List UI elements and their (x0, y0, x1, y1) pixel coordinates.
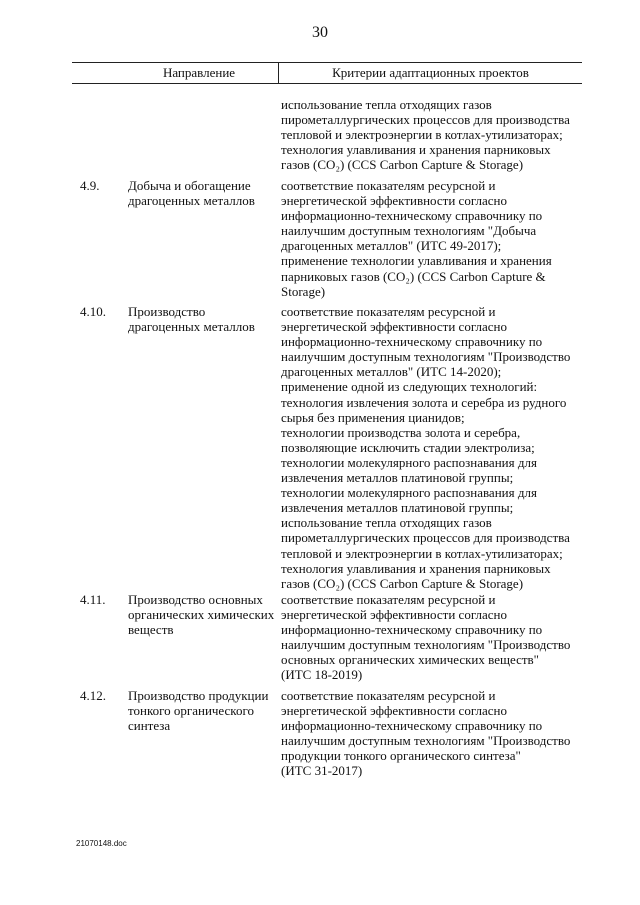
criteria-line: энергетической эффективности согласно (281, 319, 507, 335)
criteria-line: энергетической эффективности согласно (281, 607, 507, 623)
direction-cell (128, 178, 276, 208)
criteria-line: соответствие показателям ресурсной и (281, 688, 496, 703)
criteria-cell (281, 592, 583, 683)
criteria-line: извлечения металлов платиновой группы; (281, 470, 514, 486)
criteria-line: технологии молекулярного распознавания для (281, 454, 537, 470)
criteria-cell (281, 97, 583, 172)
criteria-line: энергетической эффективности согласно (281, 703, 507, 719)
criteria-line: (ИТС 18-2019) (281, 667, 363, 683)
criteria-line: информационно-техническому справочнику по (281, 718, 543, 734)
criteria-line: тепловой и электроэнергии в котлах-утилизаторах; (281, 127, 563, 143)
criteria-line: извлечения металлов платиновой группы; (281, 500, 514, 516)
direction-line: драгоценных металлов (128, 319, 255, 335)
criteria-line: наилучшим доступным технологиям "Добыча (281, 223, 537, 239)
criteria-line: использование тепла отходящих газов (281, 515, 492, 531)
footer-filename: 21070148.doc (76, 839, 127, 848)
direction-cell (128, 688, 276, 733)
criteria-line: Storage) (281, 283, 326, 299)
criteria-line: технология улавливания и хранения парниковых (281, 142, 551, 158)
row-number: 4.10. (80, 304, 106, 319)
criteria-line: продукции тонкого органического синтеза" (281, 748, 521, 764)
criteria-line: (ИТС 31-2017) (281, 763, 363, 779)
header-criteria: Критерии адаптационных проектов (332, 65, 529, 80)
direction-line: синтеза (128, 718, 171, 734)
criteria-line: основных органических химических веществ" (281, 652, 539, 668)
criteria-line: позволяющие исключить стадии электролиза; (281, 439, 535, 455)
direction-line: драгоценных металлов (128, 193, 255, 209)
criteria-line: драгоценных металлов" (ИТС 49-2017); (281, 238, 502, 254)
row-number: 4.9. (80, 178, 100, 193)
criteria-line: наилучшим доступным технологиям "Производство (281, 349, 571, 365)
direction-line: Производство основных (128, 592, 263, 607)
criteria-line: информационно-техническому справочнику по (281, 208, 543, 224)
criteria-line: наилучшим доступным технологиям "Производство (281, 733, 571, 749)
criteria-cell (281, 304, 583, 591)
criteria-line: пирометаллургических процессов для производства (281, 530, 570, 546)
criteria-line: технологии производства золота и серебра, (281, 424, 521, 440)
criteria-line: применение одной из следующих технологий: (281, 379, 538, 395)
criteria-line: парниковых газов (CO₂) (CCS Carbon Capture & (281, 268, 546, 284)
criteria-line: информационно-техническому справочнику по (281, 334, 543, 350)
criteria-line: драгоценных металлов" (ИТС 14-2020); (281, 364, 502, 380)
direction-line: веществ (128, 622, 174, 638)
direction-cell (128, 304, 276, 334)
header-direction: Направление (162, 65, 236, 80)
criteria-line: информационно-техническому справочнику по (281, 622, 543, 638)
page-number: 30 (312, 24, 328, 41)
row-number: 4.11. (80, 592, 106, 607)
criteria-line: технология извлечения золота и серебра из рудного (281, 394, 567, 410)
direction-line: тонкого органического (128, 703, 254, 719)
direction-line: Производство продукции (128, 688, 269, 703)
criteria-line: наилучшим доступным технологиям "Производство (281, 637, 571, 653)
row-number: 4.12. (80, 688, 106, 703)
direction-line: Добыча и обогащение (128, 178, 251, 193)
criteria-cell (281, 178, 583, 299)
direction-cell (128, 592, 276, 637)
criteria-line: использование тепла отходящих газов (281, 97, 492, 112)
criteria-line: газов (CO₂) (CCS Carbon Capture & Storage) (281, 157, 524, 173)
criteria-line: пирометаллургических процессов для производства (281, 112, 570, 128)
criteria-line: энергетической эффективности согласно (281, 193, 507, 209)
criteria-line: технология улавливания и хранения парниковых (281, 560, 551, 576)
criteria-cell (281, 688, 583, 779)
table-header-rule (72, 83, 582, 84)
table-top-rule (72, 62, 582, 63)
criteria-line: тепловой и электроэнергии в котлах-утилизаторах; (281, 545, 563, 561)
criteria-line: соответствие показателям ресурсной и (281, 178, 496, 193)
criteria-line: соответствие показателям ресурсной и (281, 304, 496, 319)
criteria-line: соответствие показателям ресурсной и (281, 592, 496, 607)
criteria-line: технологии молекулярного распознавания для (281, 485, 537, 501)
criteria-line: сырья без применения цианидов; (281, 409, 465, 425)
direction-line: Производство (128, 304, 206, 319)
criteria-line: газов (CO₂) (CCS Carbon Capture & Storage) (281, 575, 524, 591)
criteria-line: применение технологии улавливания и хранения (281, 253, 552, 269)
direction-line: органических химических (128, 607, 275, 623)
